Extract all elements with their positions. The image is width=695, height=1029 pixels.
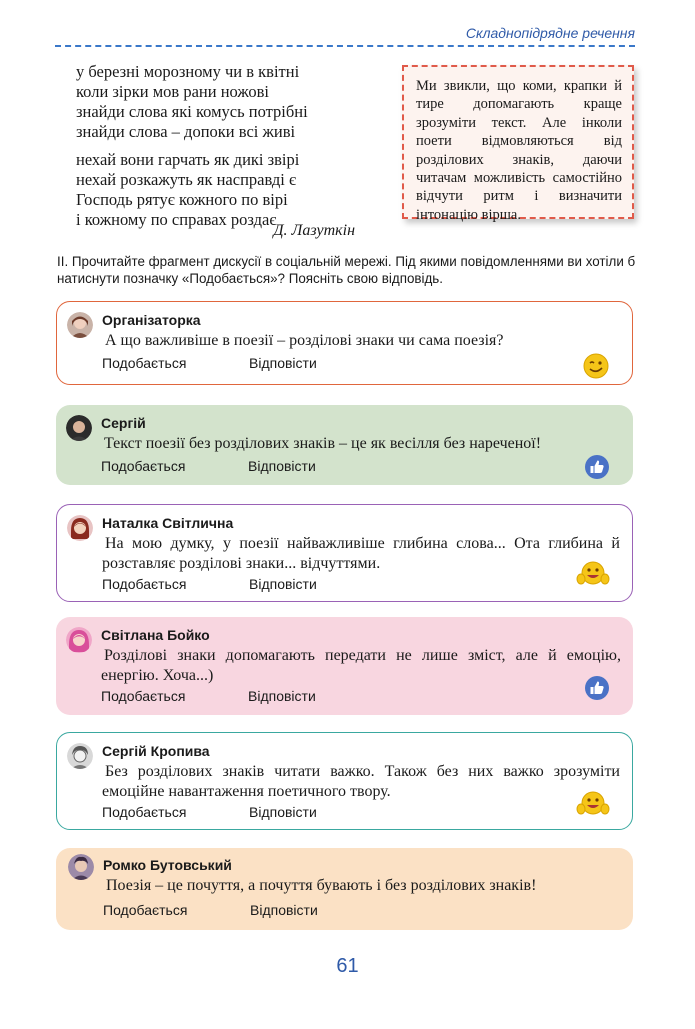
- avatar[interactable]: [67, 515, 93, 541]
- avatar[interactable]: [68, 854, 94, 880]
- page-number: 61: [336, 955, 359, 977]
- like-button[interactable]: Подобається: [102, 804, 187, 820]
- comment-text: Розділові знаки допомагають передати не лише зміст, але й емоцію, енергію. Хоча...): [101, 647, 621, 684]
- info-note: Ми звикли, що коми, крапки й тире допомагають краще зрозуміти текст. Але інколи поети відмовляються від розділових знаків, даючи читачам можливість самостійно відчути ритм і визначити інтонацію вірша.: [402, 65, 634, 219]
- clapping-smiley-icon[interactable]: [576, 789, 610, 819]
- comment-text: Без розділових знаків читати важко. Також без них важко зрозуміти емоційне навантаження поетичного твору.: [102, 763, 620, 800]
- like-button[interactable]: Подобається: [102, 576, 187, 592]
- poem-line: у березні морозному чи в квітні: [76, 62, 300, 81]
- winking-smiley-icon[interactable]: [582, 352, 610, 380]
- avatar[interactable]: [67, 743, 93, 769]
- poem-line: і кожному по справах роздає: [76, 210, 277, 229]
- reply-button[interactable]: Відповісти: [250, 902, 318, 918]
- comment-author[interactable]: Сергій: [101, 415, 146, 431]
- like-button[interactable]: Подобається: [101, 688, 186, 704]
- comment-text: Поезія – це почуття, а почуття бувають і без розділових знаків!: [106, 877, 537, 894]
- avatar[interactable]: [66, 627, 92, 653]
- comment-author[interactable]: Наталка Світлична: [102, 515, 234, 531]
- avatar[interactable]: [67, 312, 93, 338]
- comment-card: [56, 732, 633, 830]
- thumbs-up-icon[interactable]: [583, 453, 611, 481]
- poem-stanza: [76, 62, 376, 142]
- reply-button[interactable]: Відповісти: [249, 355, 317, 371]
- reply-button[interactable]: Відповісти: [249, 804, 317, 820]
- comment-text: На мою думку, у поезії найважливіше глибина слова... Ота глибина й розставляє розділові знаки... відчуттями.: [102, 535, 620, 572]
- comment-author[interactable]: Ромко Бутовський: [103, 857, 232, 873]
- reply-button[interactable]: Відповісти: [248, 458, 316, 474]
- poem-line: Господь рятує кожного по вірі: [76, 190, 288, 209]
- comment-card: [56, 504, 633, 602]
- header-divider: [55, 45, 635, 47]
- poem-line: нехай розкажуть як насправді є: [76, 170, 297, 189]
- reply-button[interactable]: Відповісти: [249, 576, 317, 592]
- like-button[interactable]: Подобається: [101, 458, 186, 474]
- like-button[interactable]: Подобається: [102, 355, 187, 371]
- comment-author[interactable]: Світлана Бойко: [101, 627, 210, 643]
- like-button[interactable]: Подобається: [103, 902, 188, 918]
- comment-card: [56, 617, 633, 715]
- comment-author[interactable]: Організаторка: [102, 312, 201, 328]
- section-title: Складнопідрядне речення: [465, 25, 635, 41]
- task-instruction: ІІ. Прочитайте фрагмент дискусії в соціальній мережі. Під якими повідомленнями ви хотіли б натиснути позначку «Подобається»? Поясніть свою відповідь.: [57, 254, 636, 286]
- avatar[interactable]: [66, 415, 92, 441]
- comment-text: Текст поезії без розділових знаків – це як весілля без нареченої!: [104, 435, 542, 452]
- comment-text: А що важливіше в поезії – розділові знаки чи сама поезія?: [105, 332, 504, 349]
- poem-line: коли зірки мов рани ножові: [76, 82, 269, 101]
- comment-card: [56, 301, 633, 385]
- reply-button[interactable]: Відповісти: [248, 688, 316, 704]
- clapping-smiley-icon[interactable]: [576, 559, 610, 589]
- comment-author[interactable]: Сергій Кропива: [102, 743, 210, 759]
- poem-stanza: [76, 150, 376, 230]
- thumbs-up-icon[interactable]: [583, 674, 611, 702]
- poem-author: Д. Лазуткін: [273, 222, 355, 239]
- comment-card: [56, 848, 633, 930]
- poem-line: знайди слова які комусь потрібні: [76, 102, 308, 121]
- poem-line: нехай вони гарчать як дикі звірі: [76, 150, 300, 169]
- comment-card: [56, 405, 633, 485]
- poem-line: знайди слова – допоки всі живі: [76, 122, 296, 141]
- poem: [76, 62, 376, 238]
